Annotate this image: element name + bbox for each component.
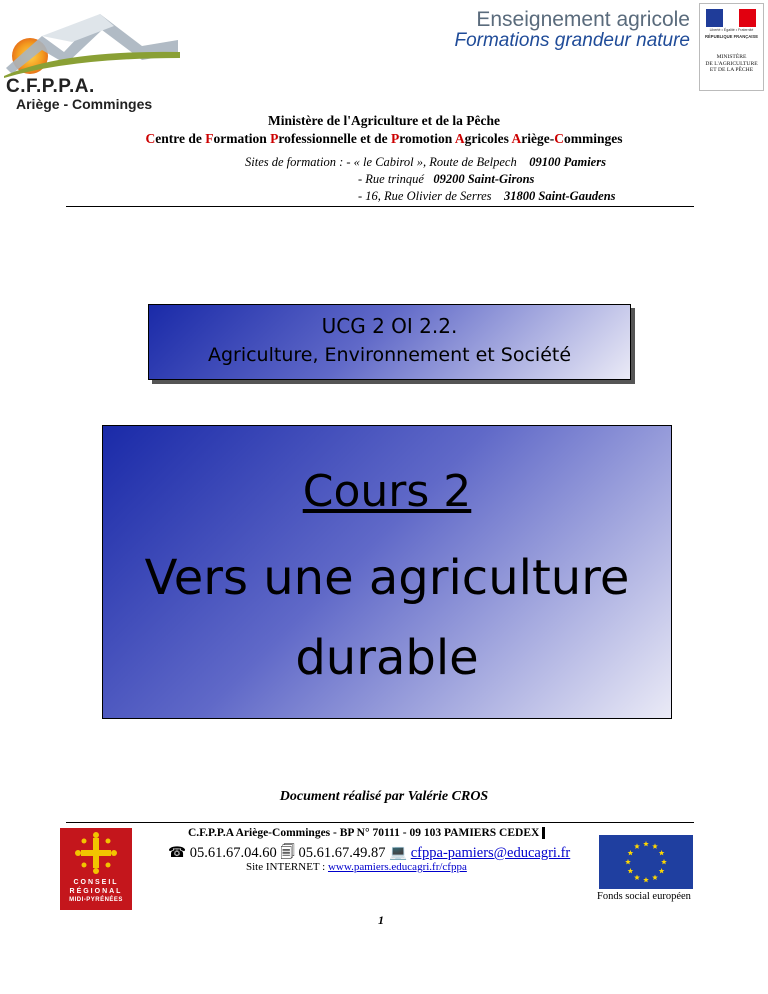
acronym-letter: C — [554, 131, 564, 146]
site-line — [245, 154, 616, 171]
phone-number: 05.61.67.04.60 — [189, 845, 277, 861]
module-title: Agriculture, Environnement et Société — [207, 344, 572, 366]
eu-star — [652, 843, 658, 848]
centre-address: C.F.P.P.A Ariège-Comminges - BP N° 70111 - 09 103 PAMIERS CEDEX — [188, 827, 545, 839]
cfppa-logo — [2, 6, 182, 110]
french-flag-icon — [706, 9, 756, 27]
eu-star — [659, 868, 665, 873]
phone-icon: ☎ — [168, 845, 187, 861]
ministry-line: ET DE LA PÊCHE — [709, 67, 754, 73]
footer-divider — [66, 822, 694, 823]
republic-label: RÉPUBLIQUE FRANÇAISE — [704, 34, 759, 39]
eu-star — [625, 859, 631, 864]
site-city: 31800 Saint-Gaudens — [504, 189, 616, 203]
site-address: - Rue trinqué — [358, 172, 424, 186]
acronym-letter: A — [454, 131, 465, 146]
republic-motto: Liberté • Égalité • Fraternité — [709, 28, 754, 32]
course-title-box — [102, 425, 672, 719]
eu-star — [661, 859, 667, 864]
conseil-regional-text — [60, 878, 132, 905]
website-label: Site INTERNET : — [246, 861, 328, 873]
eu-star — [628, 868, 634, 873]
website-line — [246, 861, 467, 873]
ministry-line: MINISTÈRE — [716, 54, 747, 60]
email-link[interactable]: cfppa-pamiers@educagri.fr — [410, 845, 571, 861]
eu-star — [634, 843, 640, 848]
site-line — [245, 188, 616, 205]
acronym-letter: P — [390, 131, 400, 146]
eu-stars — [599, 835, 693, 889]
heading-text: rofessionnelle et de — [278, 131, 391, 146]
fax-number: 05.61.67.49.87 — [298, 845, 386, 861]
fax-icon: 🗐 — [280, 845, 295, 861]
enseignement-subtitle: Formations grandeur nature — [454, 30, 690, 51]
computer-icon: 💻 — [389, 845, 408, 861]
centre-heading — [0, 131, 768, 147]
eu-flag-icon — [599, 835, 693, 889]
site-address: Sites de formation : - « le Cabirol », Route de Belpech — [245, 155, 517, 169]
site-city: 09100 Pamiers — [529, 155, 606, 169]
page-number: 1 — [378, 913, 384, 927]
course-title-line: durable — [295, 630, 479, 686]
author-credit: Document réalisé par Valérie CROS — [279, 789, 489, 804]
enseignement-title: Enseignement agricole — [476, 8, 690, 31]
ministry-name — [701, 54, 762, 74]
conseil-regional-logo — [60, 828, 132, 910]
snow-shape — [42, 14, 114, 42]
logo-subtitle: Ariège - Comminges — [16, 96, 153, 112]
heading-text: entre de — [155, 131, 206, 146]
site-line — [245, 171, 616, 188]
eu-fund-caption: Fonds social européen — [597, 891, 691, 902]
course-number: Cours 2 — [302, 466, 472, 517]
eu-star — [634, 875, 640, 880]
site-city: 09200 Saint-Girons — [433, 172, 535, 186]
acronym-letter: F — [205, 131, 214, 146]
heading-text: omminges — [563, 131, 623, 146]
acronym-letter: C — [145, 131, 156, 146]
conseil-line: RÉGIONAL — [69, 888, 123, 895]
ministry-line: DE L'AGRICULTURE — [705, 60, 758, 67]
heading-text: ormation — [213, 131, 271, 146]
ministry-logo — [699, 3, 764, 91]
website-link[interactable]: www.pamiers.educagri.fr/cfppa — [327, 861, 467, 873]
eu-star — [628, 850, 634, 855]
heading-text: riège- — [521, 131, 555, 146]
course-title-line: Vers une agriculture — [144, 550, 630, 606]
acronym-letter: A — [511, 131, 522, 146]
acronym-letter: P — [270, 131, 279, 146]
eu-star — [643, 841, 649, 846]
cfppa-logo-graphic — [2, 6, 182, 78]
header-divider — [66, 206, 694, 207]
eu-star — [659, 850, 665, 855]
conseil-line: MIDI-PYRÉNÉES — [69, 897, 123, 903]
occitan-cross-icon — [60, 828, 132, 878]
conseil-line: CONSEIL — [73, 879, 119, 886]
logo-name: C.F.P.P.A. — [6, 76, 95, 97]
heading-text: romotion — [399, 131, 455, 146]
eu-star — [652, 875, 658, 880]
module-title-box — [148, 304, 631, 380]
module-code: UCG 2 OI 2.2. — [321, 314, 458, 338]
eu-star — [643, 877, 649, 882]
ministry-heading: Ministère de l'Agriculture et de la Pêche — [268, 113, 500, 128]
heading-text: gricoles — [464, 131, 512, 146]
training-sites — [245, 154, 616, 205]
site-address: - 16, Rue Olivier de Serres — [358, 189, 492, 203]
